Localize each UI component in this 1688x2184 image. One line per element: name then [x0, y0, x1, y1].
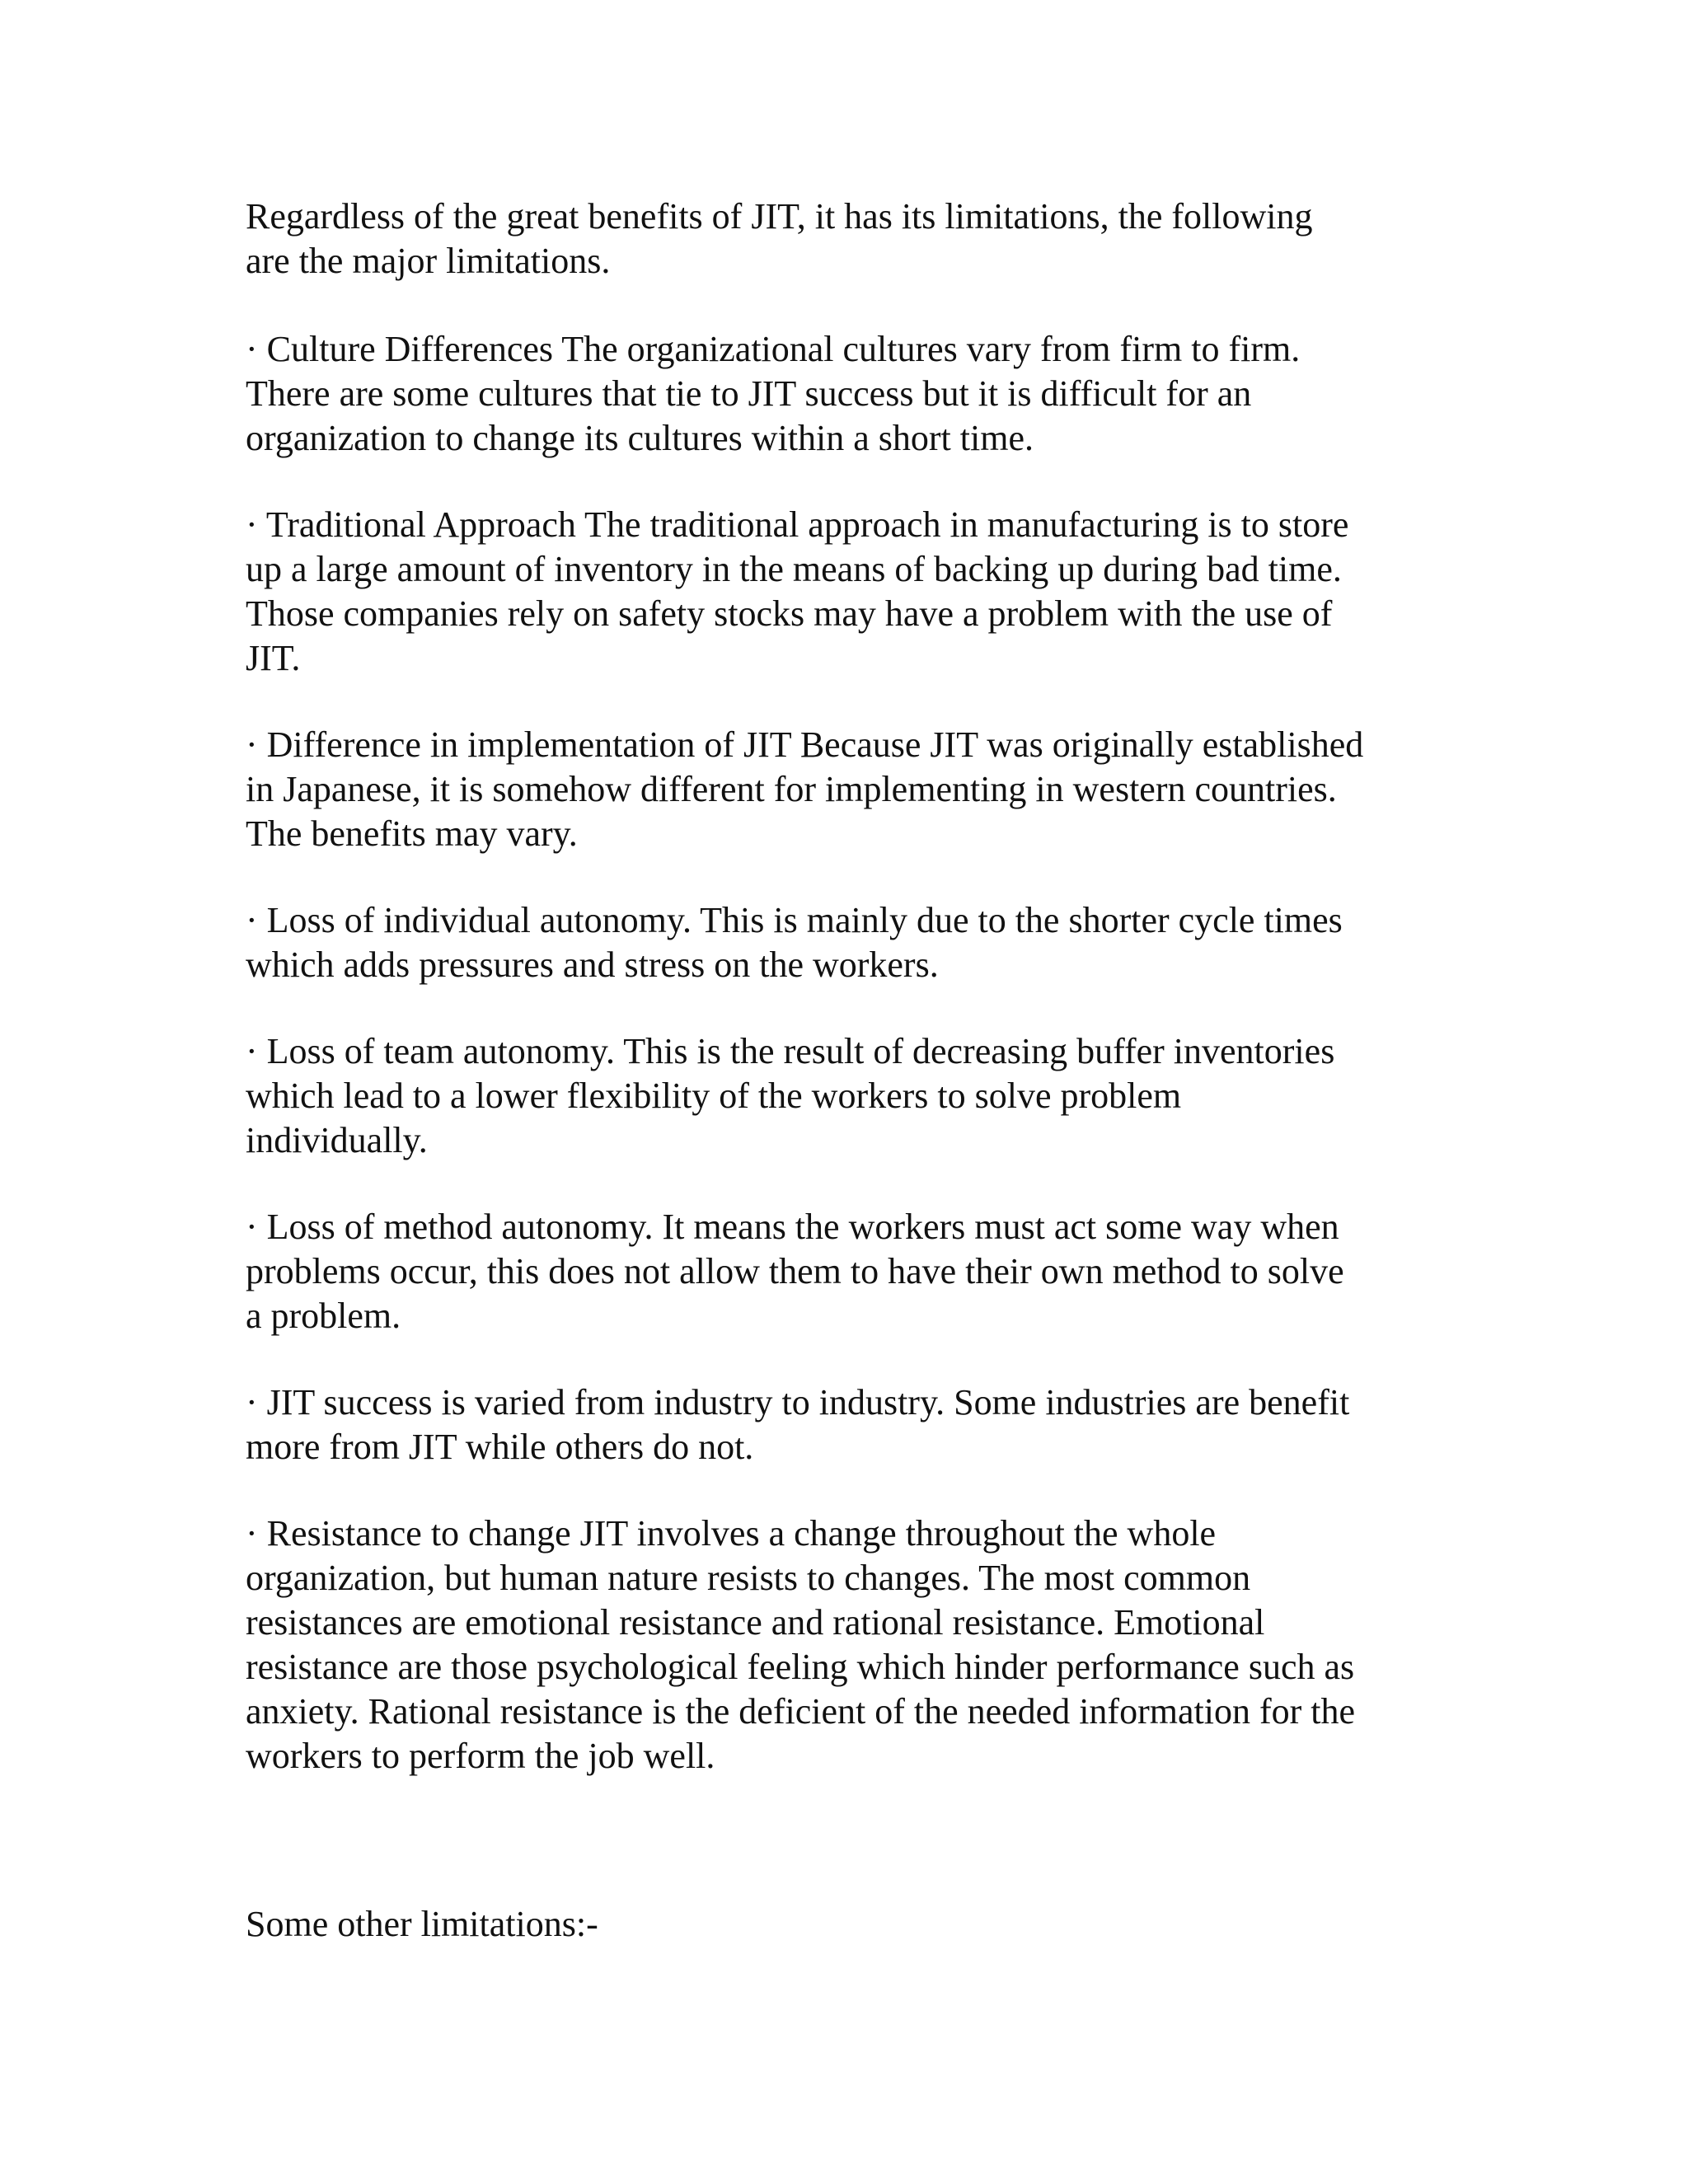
- section-heading-other-limitations: [246, 1902, 1449, 1947]
- bullet-line: up a large amount of inventory in the means of backing up during bad time.: [246, 549, 1342, 589]
- bullet-culture-differences: [246, 327, 1449, 461]
- bullet-line: which adds pressures and stress on the workers.: [246, 944, 939, 985]
- bullet-line: resistance are those psychological feeling which hinder performance such as: [246, 1647, 1355, 1687]
- bullet-line: in Japanese, it is somehow different for implementing in western countries.: [246, 769, 1337, 809]
- bullet-team-autonomy: [246, 1029, 1449, 1163]
- bullet-line: JIT.: [246, 638, 301, 678]
- bullet-method-autonomy: [246, 1205, 1449, 1338]
- bullet-line: problems occur, this does not allow them to have their own method to solve: [246, 1251, 1344, 1291]
- bullet-line: · Difference in implementation of JIT Because JIT was originally established: [246, 724, 1364, 765]
- bullet-line: which lead to a lower flexibility of the workers to solve problem: [246, 1076, 1182, 1116]
- bullet-line: individually.: [246, 1120, 428, 1160]
- bullet-line: organization to change its cultures within a short time.: [246, 418, 1034, 458]
- document-body: [246, 194, 1449, 1779]
- bullet-line: · Traditional Approach The traditional approach in manufacturing is to store: [246, 504, 1349, 545]
- intro-paragraph: [246, 194, 1449, 284]
- bullet-line: more from JIT while others do not.: [246, 1427, 754, 1467]
- bullet-implementation-difference: [246, 723, 1449, 856]
- bullet-line: · JIT success is varied from industry to industry. Some industries are benefit: [246, 1382, 1350, 1422]
- bullet-resistance-to-change: [246, 1511, 1449, 1779]
- bullet-industry-variation: [246, 1380, 1449, 1469]
- bullet-traditional-approach: [246, 503, 1449, 681]
- bullet-line: resistances are emotional resistance and rational resistance. Emotional: [246, 1602, 1265, 1643]
- bullet-line: · Loss of team autonomy. This is the result of decreasing buffer inventories: [246, 1031, 1335, 1071]
- footer-line: Some other limitations:-: [246, 1904, 598, 1944]
- bullet-line: · Culture Differences The organizational cultures vary from firm to firm.: [246, 329, 1301, 369]
- intro-line: Regardless of the great benefits of JIT, it has its limitations, the following: [246, 196, 1313, 237]
- bullet-line: · Resistance to change JIT involves a change throughout the whole: [246, 1513, 1217, 1554]
- intro-line: are the major limitations.: [246, 241, 611, 281]
- bullet-line: anxiety. Rational resistance is the deficient of the needed information for the: [246, 1691, 1355, 1732]
- bullet-line: The benefits may vary.: [246, 813, 578, 854]
- bullet-line: There are some cultures that tie to JIT success but it is difficult for an: [246, 373, 1252, 414]
- bullet-individual-autonomy: [246, 898, 1449, 987]
- bullet-line: workers to perform the job well.: [246, 1736, 715, 1776]
- bullet-line: organization, but human nature resists to changes. The most common: [246, 1558, 1251, 1598]
- bullet-line: a problem.: [246, 1296, 401, 1336]
- bullet-line: · Loss of method autonomy. It means the workers must act some way when: [246, 1207, 1339, 1247]
- bullet-line: · Loss of individual autonomy. This is mainly due to the shorter cycle times: [246, 900, 1343, 940]
- bullet-line: Those companies rely on safety stocks may have a problem with the use of: [246, 593, 1333, 634]
